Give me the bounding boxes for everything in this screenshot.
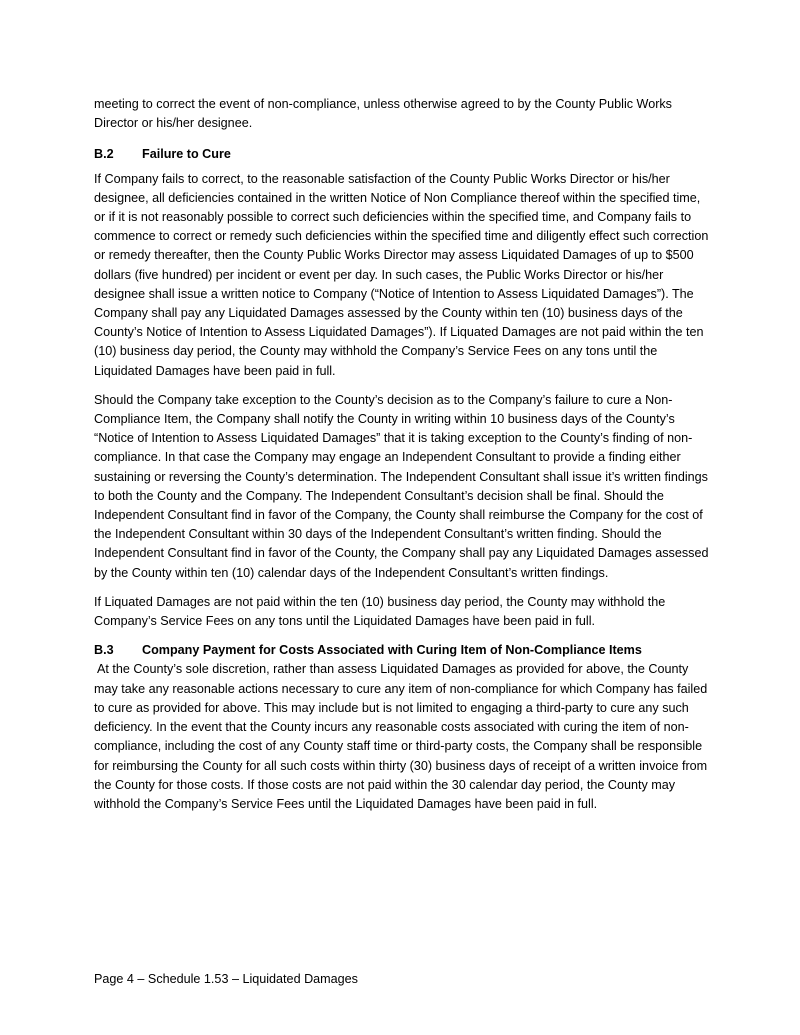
section-b2-heading — [94, 145, 714, 164]
section-b3-paragraph: At the County’s sole discretion, rather than assess Liquidated Damages as provided for above, the County may take any reasonable actions necessary to cure any item of non-compliance for which Company has failed to cure as provided for above. This may include but is not limited to engaging a third-party to cure any such deficiency. In the event that the County incurs any reasonable costs associated with curing the item of non-compliance, including the cost of any County staff time or third-party costs, the Company shall be responsible for reimbursing the County for all such costs within thirty (30) business days of receipt of a written invoice from the County for those costs. If those costs are not paid within the 30 calendar day period, the County may withhold the Company’s Service Fees until the Liquidated Damages have been paid in full. — [94, 662, 708, 811]
section-b2-title: Failure to Cure — [142, 147, 231, 162]
section-b2-number: B.2 — [94, 147, 114, 162]
section-b3-heading — [94, 641, 714, 660]
section-b2-paragraph-1: If Company fails to correct, to the reasonable satisfaction of the County Public Works Director or his/her designee, all deficiencies contained in the written Notice of Non Compliance thereof within the specified time, or if it is not reasonably possible to correct such deficiencies within the specified time, and Company fails to commence to correct or remedy such deficiencies within the specified time and diligently effect such correction or remedy thereafter, then the County Public Works Director may assess Liquidated Damages of up to $500 dollars (five hundred) per incident or event per day. In such cases, the Public Works Director or his/her designee shall issue a written notice to Company (“Notice of Intention to Assess Liquidated Damages”). The Company shall pay any Liquidated Damages assessed by the County within ten (10) business days of the County’s Notice of Intention to Assess Liquidated Damages”). If Liquated Damages are not paid within the ten (10) business day period, the County may withhold the Company’s Service Fees on any tons until the Liquidated Damages have been paid in full. — [94, 171, 709, 378]
document-page — [94, 95, 714, 824]
section-b2-paragraph-2: Should the Company take exception to the County’s decision as to the Company’s failure to cure a Non-Compliance Item, the Company shall notify the County in writing within 10 business days of the County’s “Notice of Intention to Assess Liquidated Damages” that it is taking exception to the County’s finding of non-compliance. In that case the Company may engage an Independent Consultant to provide a finding either sustaining or reversing the County’s determination. The Independent Consultant shall issue it’s written findings to both the County and the Company. The Independent Consultant’s decision shall be final. Should the Independent Consultant find in favor of the Company, the County shall reimburse the Company for the cost of the Independent Consultant within 30 days of the Independent Consultant’s written finding. Should the Independent Consultant find in favor of the County, the Company shall pay any Liquidated Damages assessed by the County within ten (10) calendar days of the Independent Consultant’s written findings. — [94, 392, 709, 580]
section-b2-paragraph-3: If Liquated Damages are not paid within the ten (10) business day period, the County may withhold the Company’s Service Fees on any tons until the Liquidated Damages have been paid in full. — [94, 594, 666, 629]
section-b3-title: Company Payment for Costs Associated with Curing Item of Non-Compliance Items — [142, 643, 642, 658]
page-footer: Page 4 – Schedule 1.53 – Liquidated Damages — [94, 972, 358, 986]
section-b3-number: B.3 — [94, 643, 114, 658]
intro-paragraph: meeting to correct the event of non-compliance, unless otherwise agreed to by the County Public Works Director or his/her designee. — [94, 97, 672, 131]
